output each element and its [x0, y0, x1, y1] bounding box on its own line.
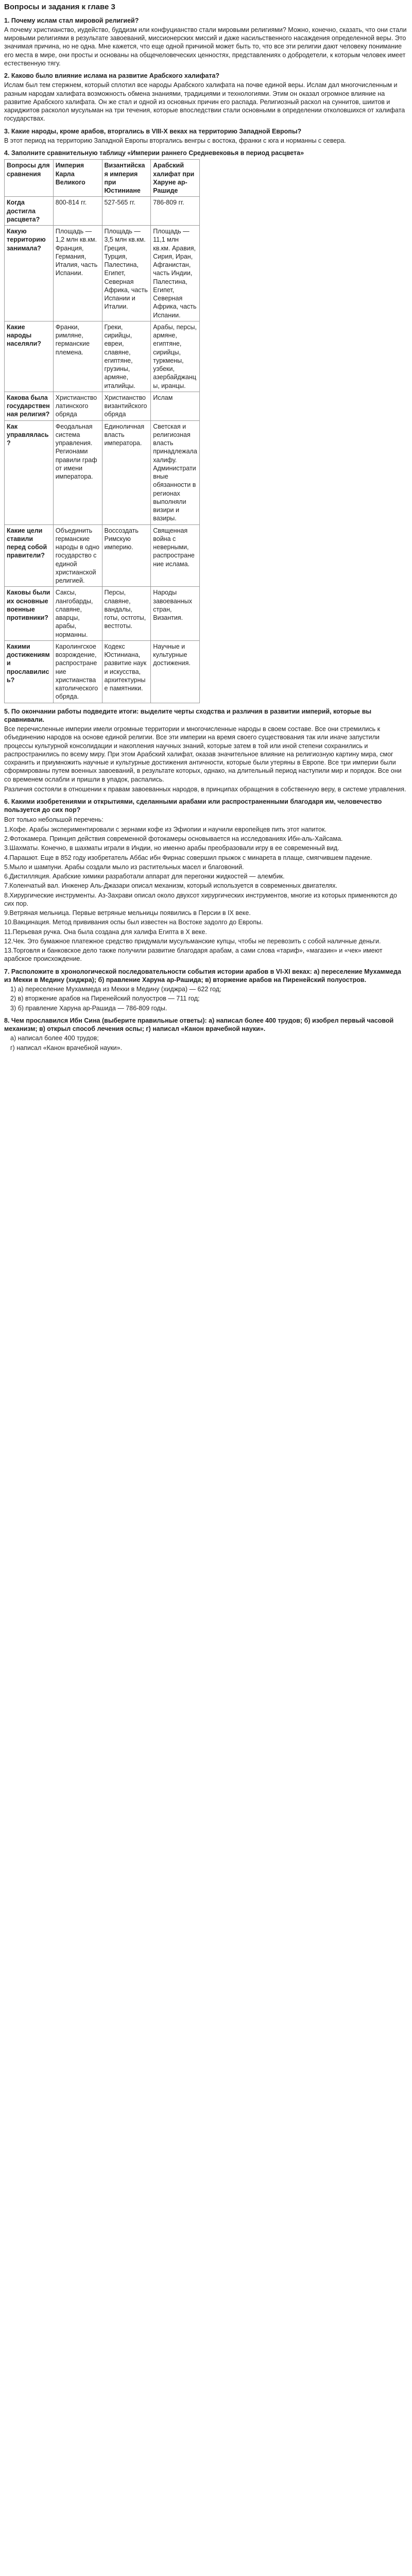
table-cell: Каролингское возрождение, распространение христианства католического обряда.	[53, 640, 102, 703]
list-item: 1) а) переселение Мухаммеда из Мекки в Медину (хиджра) — 622 год;	[10, 986, 221, 993]
table-header-cell: Арабский халифат при Харуне ар-Рашиде	[151, 160, 200, 197]
table-cell: Объединить германские народы в одно государство с единой христианской религией.	[53, 524, 102, 587]
table-header-cell: Византийская империя при Юстиниане	[102, 160, 151, 197]
table-cell: Светская и религиозная власть принадлежала халифу. Административные обязанности в регионах выполняли визири и вазиры.	[151, 420, 200, 524]
table-cell: Площадь — 11,1 млн кв.км. Аравия, Сирия, Иран, Афганистан, часть Индии, Палестина, Египет, Северная Африка, часть Испании.	[151, 226, 200, 321]
answer-2: Ислам был тем стержнем, который сплотил все народы Арабского халифата на почве единой веры. Ислам дал многочисленным и разным народам халифата возможность обмена знаниями, традициями и технологиями. Этим он оказал огромное влияние на развитие Арабского халифата. Он же стал и одной из основных причин его распада. Религиозный раскол на суннитов, шиитов и хариджитов расколол мусульман на три течения, которые впоследствии стали основными в определении отколовшихся от халифата государствах.	[4, 81, 405, 123]
list-item: 9.Ветряная мельница. Первые ветряные мельницы появились в Персии в IX веке.	[4, 909, 251, 917]
table-row-label: Когда достигла расцвета?	[5, 197, 54, 226]
table-row-label: Какова была государственная религия?	[5, 392, 54, 420]
table-cell: Научные и культурные достижения.	[151, 640, 200, 703]
list-item: 3) б) правление Харуна ар-Рашида — 786-809 годы.	[10, 1004, 167, 1012]
table-cell: Ислам	[151, 392, 200, 420]
table-row	[5, 321, 200, 392]
answer-1: А почему христианство, иудейство, буддизм или конфуцианство стали мировыми религиями? Можно, конечно, сказать, что они стали мировыми религиями в результате завоеваний, миссионерских миссий и даже насильственного насаждения определенной веры. Это значимая причина, но не одна. Мне кажется, что еще одной причиной может быть то, что все эти религии дают человеку понимание его места в мире, они просты и основаны на общечеловеческих ценностях, представлениях о добродетели, к которым человек имеет естественную тягу.	[4, 26, 407, 67]
table-row	[5, 640, 200, 703]
table-cell: Феодальная система управления. Регионами правили граф от имени императора.	[53, 420, 102, 524]
table-cell: Христианство латинского обряда	[53, 392, 102, 420]
question-7: 7. Расположите в хронологической последовательности события истории арабов в VI-XI веках: а) переселение Мухаммеда из Мекки в Медину (хиджра); б) правление Харуна ар-Рашида; в) вторжение арабов на Пиренейский полуостров.	[4, 968, 401, 984]
list-item: г) написал «Канон врачебной науки».	[10, 1044, 123, 1052]
answer-5-paragraph: Различия состояли в отношении к правам завоеванных народов, в принципах обращения в собственную веру, в системе управления.	[4, 785, 406, 793]
table-cell: Греки, сирийцы, евреи, славяне, египтяне, грузины, армяне, италийцы.	[102, 321, 151, 392]
table-header-cell: Империя Карла Великого	[53, 160, 102, 197]
question-5: 5. По окончании работы подведите итоги: выделите черты сходства и различия в развитии империй, которые вы сравнивали.	[4, 707, 372, 723]
list-item: 10.Вакцинация. Метод прививания оспы был известен на Востоке задолго до Европы.	[4, 919, 263, 926]
table-row	[5, 524, 200, 587]
table-row-label: Какие цели ставили перед собой правители?	[5, 524, 54, 587]
page	[0, 0, 412, 1058]
table-cell: 786-809 гг.	[151, 197, 200, 226]
table-cell: 527-565 гг.	[102, 197, 151, 226]
comparison-table	[4, 159, 200, 703]
table-row	[5, 587, 200, 641]
list-item: 3.Шахматы. Конечно, в шахматы играли в Индии, но именно арабы преобразовали игру в ее современный вид.	[4, 844, 339, 852]
table-cell: Арабы, персы, армяне, египтяне, сирийцы, туркмены, узбеки, азербайджанцы, иранцы.	[151, 321, 200, 392]
table-row-label: Каковы были их основные военные противники?	[5, 587, 54, 641]
table-cell: 800-814 гг.	[53, 197, 102, 226]
list-item: 1.Кофе. Арабы экспериментировали с зернами кофе из Эфиопии и научили европейцев пить этот напиток.	[4, 825, 327, 833]
question-1: 1. Почему ислам стал мировой религией?	[4, 16, 139, 24]
question-4: 4. Заполните сравнительную таблицу «Империи раннего Средневековья в период расцвета»	[4, 149, 304, 157]
list-item: а) написал более 400 трудов;	[10, 1035, 99, 1042]
list-item: 13.Торговля и банковское дело также получили развитие благодаря арабам, а сами слова «тариф», «магазин» и «чек» имеют арабское происхождение.	[4, 947, 383, 963]
list-item: 12.Чек. Это бумажное платежное средство придумали мусульманские купцы, чтобы не перевозить с собой наличные деньги.	[4, 937, 381, 945]
list-item: 5.Мыло и шампуни. Арабы создали мыло из растительных масел и благовоний.	[4, 863, 244, 871]
answer-3: В этот период на территорию Западной Европы вторгались венгры с востока, франки с юга и норманны с севера.	[4, 137, 346, 144]
question-8: 8. Чем прославился Ибн Сина (выберите правильные ответы): а) написал более 400 трудов; б) изобрел первый часовой механизм; в) открыл способ лечения оспы; г) написал «Канон врачебной науки».	[4, 1016, 394, 1032]
table-cell: Воссоздать Римскую империю.	[102, 524, 151, 587]
table-cell: Франки, римляне, германские племена.	[53, 321, 102, 392]
table-row	[5, 226, 200, 321]
list-item: 8.Хирургические инструменты. Аз-Захрави описал около двухсот хирургических инструментов, многие из которых применяются до сих пор.	[4, 891, 397, 907]
table-cell: Христианство византийского обряда	[102, 392, 151, 420]
table-cell: Площадь — 3,5 млн кв.км. Греция, Турция, Палестина, Египет, Северная Африка, часть Испании и Италии.	[102, 226, 151, 321]
table-row-label: Какими достижениями прославились?	[5, 640, 54, 703]
table-cell: Площадь — 1,2 млн кв.км. Франция, Германия, Италия, часть Испании.	[53, 226, 102, 321]
table-row-label: Какую территорию занимала?	[5, 226, 54, 321]
list-item: 4.Парашют. Еще в 852 году изобретатель Аббас ибн Фирнас совершил прыжок с минарета в плаще, смягчившем падение.	[4, 854, 372, 861]
table-row	[5, 420, 200, 524]
answer-5-paragraph: Все перечисленные империи имели огромные территории и многочисленные народы в своем составе. Все они стремились к объединению народов на основе единой религии. Все эти империи на время своего существования так или иначе запустили процессы культурной консолидации и накопления научных знаний, которые затем в той или иной степени сохранились и распространились по всему миру. При этом Арабский халифат, оказав значительное влияние на религиозную картину мира, смог сохранить и приумножить научные и культурные достижения античности, которые были утеряны в Европе. Все три империи были сформированы путем военных завоеваний, в результате которых, однако, на длительный период наступили мир и порядок. Все они со временем ослабли и пришли в упадок, распались.	[4, 725, 402, 783]
page-title: Вопросы и задания к главе 3	[4, 3, 115, 11]
table-header-row	[5, 160, 200, 197]
list-item: 7.Коленчатый вал. Инженер Аль-Джазари описал механизм, который используется в современных двигателях.	[4, 882, 338, 890]
table-row-label: Какие народы населяли?	[5, 321, 54, 392]
table-cell: Кодекс Юстиниана, развитие наук и искусства, архитектурные памятники.	[102, 640, 151, 703]
question-2: 2. Каково было влияние ислама на развитие Арабского халифата?	[4, 72, 220, 79]
table-row	[5, 197, 200, 226]
answer-6-intro: Вот только небольшой перечень:	[4, 816, 104, 823]
question-6: 6. Какими изобретениями и открытиями, сделанными арабами или распространенными благодаря им, человечество пользуется до сих пор?	[4, 798, 382, 814]
table-cell: Священная война с неверными, распространение ислама.	[151, 524, 200, 587]
table-cell: Персы, славяне, вандалы, готы, остготы, вестготы.	[102, 587, 151, 641]
table-cell: Саксы, лангобарды, славяне, аварцы, арабы, норманны.	[53, 587, 102, 641]
table-cell: Народы завоеванных стран, Византия.	[151, 587, 200, 641]
list-item: 11.Перьевая ручка. Она была создана для халифа Египта в X веке.	[4, 928, 207, 936]
list-item: 2.Фотокамера. Принцип действия современной фотокамеры основывается на исследованиях Ибн-аль-Хайсама.	[4, 835, 343, 842]
table-row-label: Как управлялась?	[5, 420, 54, 524]
list-item: 2) в) вторжение арабов на Пиренейский полуостров — 711 год;	[10, 995, 200, 1003]
table-cell: Единоличная власть императора.	[102, 420, 151, 524]
question-3: 3. Какие народы, кроме арабов, вторгались в VIII-X веках на территорию Западной Европы?	[4, 127, 302, 135]
table-row	[5, 392, 200, 420]
table-header-cell: Вопросы для сравнения	[5, 160, 54, 197]
list-item: 6.Дистилляция. Арабские химики разработали аппарат для перегонки жидкостей — алембик.	[4, 873, 285, 880]
